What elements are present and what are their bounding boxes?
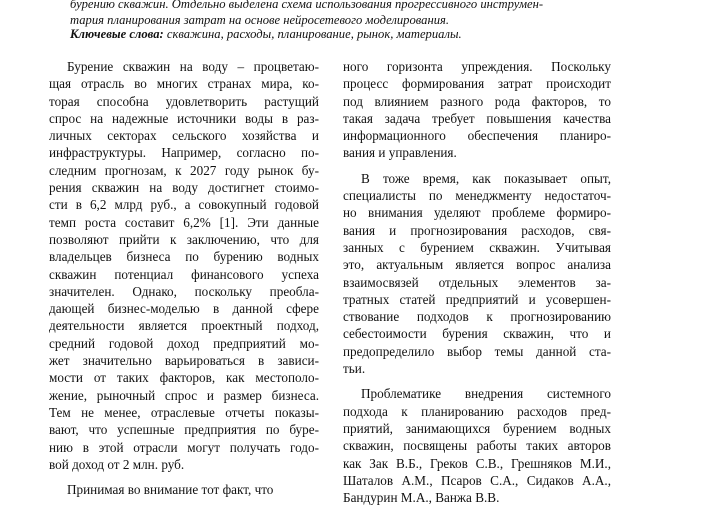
text-line: предопределило выбор темы данной ста- xyxy=(343,343,611,359)
text-line: жение, рыночный спрос и размер бизнеса. xyxy=(49,387,319,403)
text-line: сти в 6,2 млрд руб., а совокупный годовой xyxy=(49,197,319,213)
paragraph xyxy=(343,170,611,378)
left-column xyxy=(49,58,319,506)
text-line: темп роста составит 6,2% [1]. Эти данные xyxy=(49,214,319,230)
text-line: скважин, посвящены работы таких авторов xyxy=(343,438,611,454)
text-line: как Зак В.Б., Греков С.В., Грешняков М.И., xyxy=(343,455,611,471)
keywords-label: Ключевые слова: xyxy=(70,27,164,41)
text-line: инфраструктуры. Например, согласно по- xyxy=(49,145,319,161)
text-line: специалисты по менеджменту недостаточ- xyxy=(343,188,611,204)
text-line: под влиянием разного рода факторов, то xyxy=(343,93,611,109)
text-line: приятий, занимающихся бурением водных xyxy=(343,420,611,436)
abstract-line: бурению скважин. Отдельно выделена схема использования прогрессивного инструмен- xyxy=(70,0,544,11)
text-line: Шаталов А.М., Псаров С.А., Сидаков А.А., xyxy=(343,472,611,488)
text-line: нию в этой отрасли могут получать годо- xyxy=(49,439,319,455)
text-line: Тем не менее, отраслевые отчеты показы- xyxy=(49,404,319,420)
abstract-tail xyxy=(70,0,655,28)
abstract-line: тария планирования затрат на основе нейросетевого моделирования. xyxy=(70,13,450,27)
text-line: вания и управления. xyxy=(343,145,457,161)
text-line: скважин потенциал финансового успеха xyxy=(49,266,319,282)
keywords-text: скважина, расходы, планирование, рынок, материалы. xyxy=(163,27,462,41)
text-line: тратных статей предприятий и усовершен- xyxy=(343,291,611,307)
text-line: В тоже время, как показывает опыт, xyxy=(361,170,611,186)
text-line: подхода к планированию расходов пред- xyxy=(343,403,611,419)
text-line: средний годовой доход предприятий мо- xyxy=(49,335,319,351)
text-line: занных с бурением скважин. Учитывая xyxy=(343,239,611,255)
text-line: информационного обеспечения планиро- xyxy=(343,128,611,144)
text-line: тьи. xyxy=(343,361,366,377)
text-line: мости от таких факторов, как местополо- xyxy=(49,370,319,386)
text-line: позволяют прийти к заключению, что для xyxy=(49,231,319,247)
text-line: личных секторах сельского хозяйства и xyxy=(49,128,319,144)
paragraph xyxy=(343,58,611,162)
text-line: торая способна удовлетворить растущий xyxy=(49,93,319,109)
paragraph xyxy=(49,481,319,498)
text-line: дающей бизнес-моделью в данной сфере xyxy=(49,301,319,317)
text-line: владельцев бизнеса по бурению водных xyxy=(49,249,319,265)
text-line: следним прогнозам, к 2027 году рынок бу- xyxy=(49,162,319,178)
text-line: но внимания уделяют проблеме формиро- xyxy=(343,205,611,221)
keywords xyxy=(70,26,670,42)
text-line: это, актуальным является вопрос анализа xyxy=(343,257,611,273)
text-line: взаимосвязей отдельных элементов за- xyxy=(343,274,611,290)
text-line: процесс формирования затрат происходит xyxy=(343,76,611,92)
text-line: Бурение скважин на воду – процветаю- xyxy=(67,59,319,74)
text-line: ствование подходов к прогнозированию xyxy=(343,309,611,325)
text-line: значителен. Однако, поскольку преобла- xyxy=(49,283,319,299)
text-line: вают, что успешные предприятия по бурe- xyxy=(49,422,319,438)
text-line: деятельности является проектный подход, xyxy=(49,318,319,334)
text-line: щая отрасль во многих странах мира, ко- xyxy=(49,76,319,92)
text-line: Бандурин М.А., Ванжа В.В. xyxy=(343,490,500,506)
text-line: ного горизонта упреждения. Поскольку xyxy=(343,59,611,74)
text-line: себестоимости бурения скважин, что и xyxy=(343,326,611,342)
text-line: Проблематике внедрения системного xyxy=(361,386,611,402)
text-line: Принимая во внимание тот факт, что xyxy=(67,482,274,498)
text-line: такая задача требует повышения качества xyxy=(343,110,611,126)
text-line: спрос на надежные источники воды в раз- xyxy=(49,110,319,126)
text-line: жет значительно варьироваться в зависи- xyxy=(49,353,319,369)
text-line: рения скважин на воду достигнет стоимо- xyxy=(49,180,319,196)
text-line: вания и прогнозирования расходов, свя- xyxy=(343,222,611,238)
right-column xyxy=(343,58,611,514)
paragraph xyxy=(49,58,319,473)
text-line: вой доход от 2 млн. руб. xyxy=(49,456,185,472)
paragraph xyxy=(343,385,611,506)
